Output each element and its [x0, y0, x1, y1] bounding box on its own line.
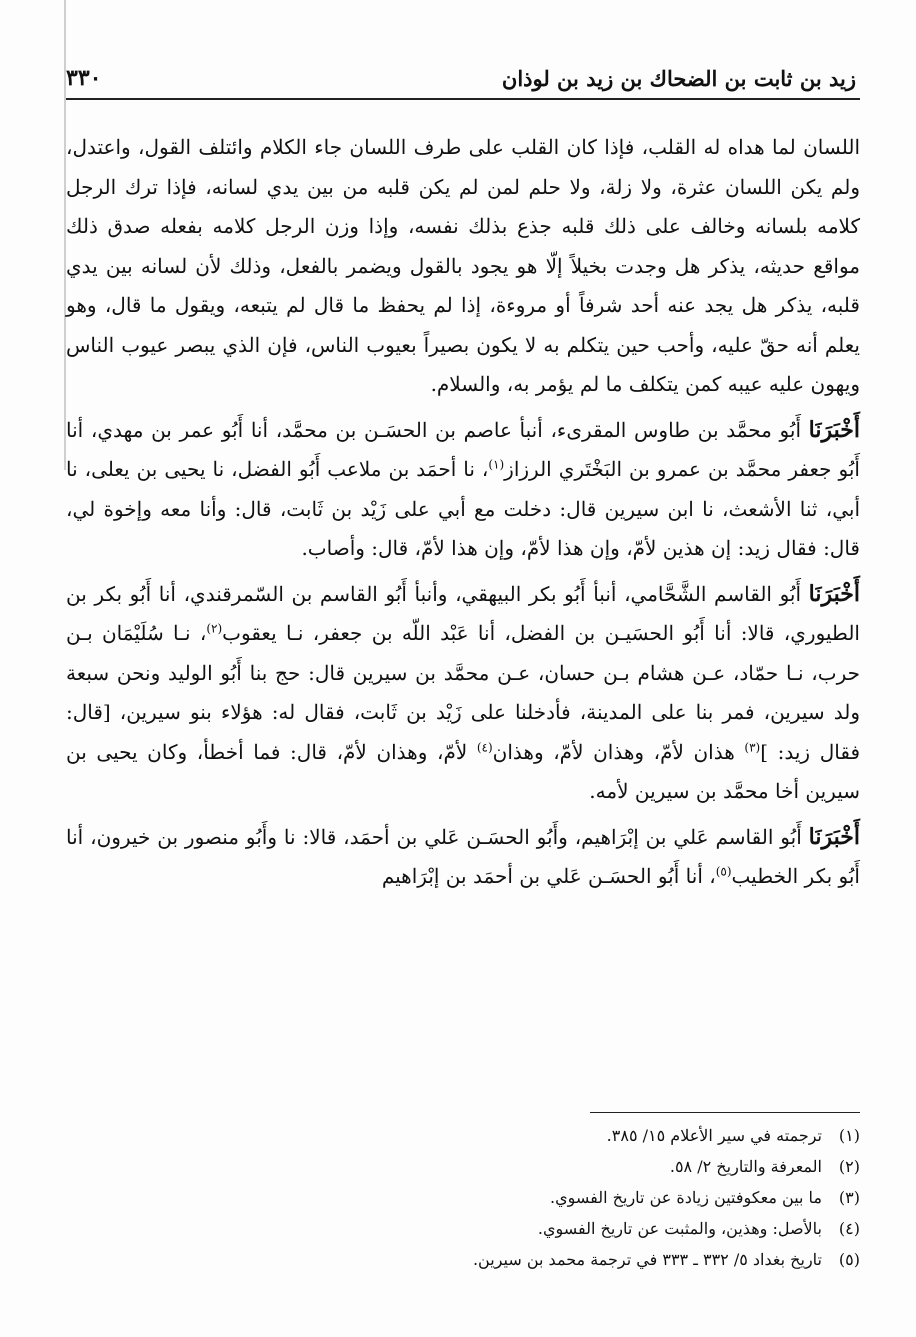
paragraph-4 — [66, 818, 860, 897]
paragraph-4-lead: أَخْبَرَنَا — [808, 823, 860, 850]
footnote-number: (٤) — [838, 1219, 860, 1238]
footnote-5 — [66, 1244, 860, 1275]
footnote-3 — [66, 1182, 860, 1213]
paragraph-1 — [66, 128, 860, 405]
page-number: ٣٣٠ — [66, 65, 102, 91]
footnote-text: ترجمته في سير الأعلام ١٥/ ٣٨٥. — [606, 1126, 822, 1145]
footnote-text: بالأصل: وهذين، والمثبت عن تاريخ الفسوي. — [537, 1219, 822, 1238]
footnote-ref-4[interactable]: (٤) — [476, 739, 493, 754]
footnote-2 — [66, 1151, 860, 1182]
paragraph-2-lead: أَخْبَرَنَا — [808, 416, 860, 443]
paragraph-3 — [66, 575, 860, 812]
footnote-ref-2[interactable]: (٢) — [206, 621, 223, 636]
footnote-rule — [590, 1112, 860, 1113]
footnotes — [66, 1120, 860, 1275]
footnote-1 — [66, 1120, 860, 1151]
footnote-text: المعرفة والتاريخ ٢/ ٥٨. — [669, 1157, 822, 1176]
footnote-ref-1[interactable]: (١) — [488, 457, 505, 472]
footnote-text: تاريخ بغداد ٥/ ٣٣٢ ـ ٣٣٣ في ترجمة محمد بن سيرين. — [472, 1250, 822, 1269]
footnote-number: (٢) — [838, 1157, 860, 1176]
footnote-number: (١) — [838, 1126, 860, 1145]
paragraph-4-text-a: أَبُو القاسم عَلي بن إبْرَاهيم، وأَبُو الحسَـن عَلي بن أحمَد، قالا: نا وأَبُو منصور بن خيرون، أنا أَبُو بكر الخطيب — [66, 824, 860, 888]
paragraph-2 — [66, 411, 860, 569]
paragraph-3-text-b: ، نـا سُلَيْمَان بـن حرب، نـا حمّاد، عـن هشام بـن حسان، عـن محمَّد بن سيرين قال: حج بنا أَبُو الوليد ونحن سبعة ولد سيرين، فمر بنا على المدينة، فأدخلنا على زَيْد بن ثَابت، فقال له: هؤلاء بنو سيرين، [قال: فقال زيد: ] — [66, 621, 860, 764]
paragraph-3-lead: أَخْبَرَنَا — [808, 580, 860, 607]
running-title: زيد بن ثابت بن الضحاك بن زيد بن لوذان — [501, 65, 856, 91]
page-header — [66, 58, 856, 98]
footnote-4 — [66, 1213, 860, 1244]
paragraph-1-text: اللسان لما هداه له القلب، فإذا كان القلب على طرف اللسان جاء الكلام وائتلف القول، واعتدل، ولم يكن اللسان عثرة، ولا زلة، ولا حلم لمن لم يكن قلبه من بين يدي لسانه، فإذا ترك الرجل كلامه بلسانه وخالف على ذلك قلبه جذع بذلك نفسه، وإذا وزن الرجل كلامه بفعله صدق ذلك مواقع حديثه، يذكر هل وجدت بخيلاً إلّا هو يجود بالقول ويضمر بالفعل، وذلك لأن لسانه بين يدي قلبه، يذكر هل يجد عنه أحد شرفاً أو مروءة، إذا لم يحفظ ما قال لم يتبعه، ويقول ما قال، وهو يعلم أنه حقّ عليه، وأحب حين يتكلم به لا يكون بصيراً بعيوب الناس، فإن الذي يبصر عيوب الناس ويهون عليه عيبه كمن يتكلف ما لم يؤمر به، والسلام. — [66, 135, 860, 396]
main-text — [66, 128, 860, 897]
paragraph-3-text-a: أَبُو القاسم الشَّحَّامي، أنبأ أَبُو بكر البيهقي، وأنبأ أَبُو القاسم بن السّمرقندي، أنا أَبُو بكر بن الطيوري، قالا: أنا أَبُو الحسَيـن بن الفضل، أنا عَبْد اللّه بن جعفر، نـا يعقوب — [66, 581, 860, 645]
paragraph-3-text-d: لأمّ، وهذان لأمّ، قال: فما أخطأ، وكان يحيى بن سيرين أخا محمَّد بن سيرين لأمه. — [66, 739, 860, 803]
paragraph-2-text-b: ، نا أحمَد بن ملاعب أَبُو الفضل، نا يحيى بن يعلى، نا أبي، ثنا الأشعث، نا ابن سيرين قال: دخلت مع أبي على زَيْد بن ثَابت، قال: وأنا معه وإخوة لي، قال: فقال زيد: إن هذين لأمّ، وإن هذا لأمّ، وإن هذا لأمّ، قال: وأصاب. — [66, 457, 860, 560]
paragraph-4-text-b: ، أنا أَبُو الحسَـن عَلي بن أحمَد بن إبْرَاهيم — [381, 864, 716, 888]
footnote-text: ما بين معكوفتين زيادة عن تاريخ الفسوي. — [550, 1188, 822, 1207]
header-rule — [66, 98, 860, 100]
footnote-number: (٣) — [838, 1188, 860, 1207]
footnote-ref-5[interactable]: (٥) — [715, 864, 732, 879]
paragraph-3-text-c: هذان لأمّ، وهذان لأمّ، وهذان — [492, 739, 745, 764]
footnote-number: (٥) — [838, 1250, 860, 1269]
paragraph-2-text-a: أَبُو محمَّد بن طاوس المقرىء، أنبأ عاصم بن الحسَـن بن محمَّد، أنا أَبُو عمر بن مهدي، أنا أَبُو جعفر محمَّد بن عمرو بن البَخْتَري الرزاز — [66, 417, 860, 481]
footnote-ref-3[interactable]: (٣) — [744, 739, 761, 754]
